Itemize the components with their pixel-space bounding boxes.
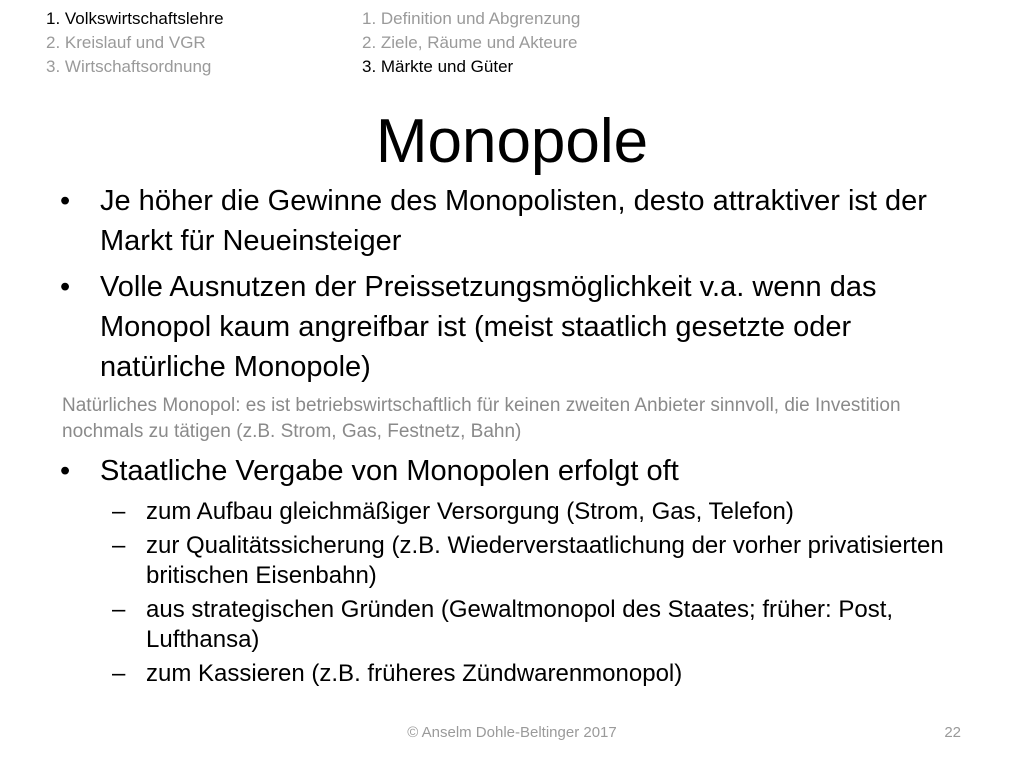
sub-bullet-text: zur Qualitätssicherung (z.B. Wiederverstaatlichung der vorher privatisierten britischen Eisenbahn) <box>146 532 944 589</box>
nav-chapter-2[interactable]: 2. Kreislauf und VGR <box>46 33 206 52</box>
sub-bullet-text: zum Aufbau gleichmäßiger Versorgung (Strom, Gas, Telefon) <box>146 498 794 525</box>
dash-icon: – <box>112 596 126 623</box>
slide-title: Monopole <box>375 107 649 176</box>
nav-chapter-3[interactable]: 3. Wirtschaftsordnung <box>46 57 212 76</box>
nav-section-1[interactable]: 1. Definition und Abgrenzung <box>362 9 581 28</box>
nav-sections <box>362 7 580 79</box>
bullet-pricing <box>0 267 1024 387</box>
sub-bullet-quality <box>0 531 1024 591</box>
bullet-text: Staatliche Vergabe von Monopolen erfolgt oft <box>100 455 679 487</box>
nav-chapter-1[interactable]: 1. Volkswirtschaftslehre <box>46 9 224 28</box>
dash-icon: – <box>112 498 126 525</box>
nav-section-2[interactable]: 2. Ziele, Räume und Akteure <box>362 33 578 52</box>
bullet-text: Volle Ausnutzen der Preissetzungsmöglichkeit v.a. wenn das Monopol kaum angreifbar ist (meist staatlich gesetzte oder natürliche Monopole) <box>100 271 877 383</box>
bullet-text: Je höher die Gewinne des Monopolisten, desto attraktiver ist der Markt für Neueinsteiger <box>100 185 927 257</box>
dash-icon: – <box>112 660 126 687</box>
bullet-profits <box>0 181 1024 261</box>
page-number: 22 <box>944 724 961 741</box>
bullet-state-monopolies <box>0 451 1024 491</box>
bullet-icon: • <box>60 455 71 487</box>
natural-monopoly-note: Natürliches Monopol: es ist betriebswirtschaftlich für keinen zweiten Anbieter sinnvoll, die Investition nochmals zu tätigen (z.B. Strom, Gas, Festnetz, Bahn) <box>62 395 901 442</box>
sub-bullet-strategic <box>0 595 1024 655</box>
bullet-icon: • <box>60 185 71 217</box>
nav-chapters <box>46 7 224 79</box>
sub-bullet-text: aus strategischen Gründen (Gewaltmonopol des Staates; früher: Post, Lufthansa) <box>146 596 894 653</box>
nav-section-3[interactable]: 3. Märkte und Güter <box>362 57 514 76</box>
sub-bullet-supply <box>0 497 1024 527</box>
footer-copyright: © Anselm Dohle-Beltinger 2017 <box>407 724 617 741</box>
sub-bullet-revenue <box>0 659 1024 689</box>
bullet-icon: • <box>60 271 71 303</box>
dash-icon: – <box>112 532 126 559</box>
slide-content <box>0 181 1024 693</box>
sub-bullet-text: zum Kassieren (z.B. früheres Zündwarenmonopol) <box>146 660 683 687</box>
